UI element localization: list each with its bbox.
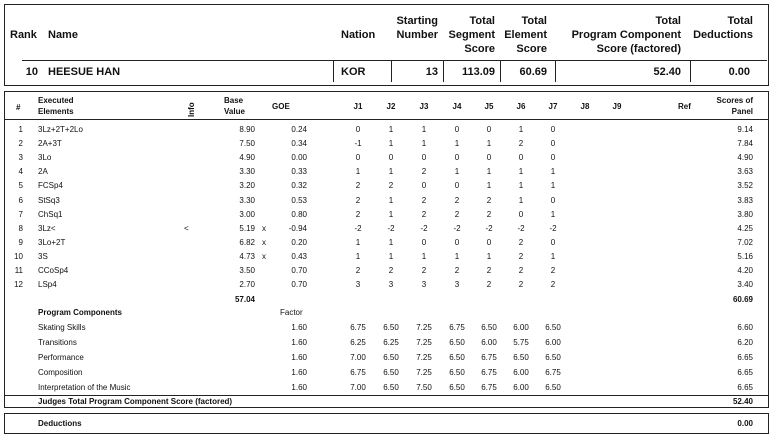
component-judge-score: 6.25 bbox=[383, 338, 399, 347]
element-judge-score: 2 bbox=[518, 252, 524, 261]
element-judge-score: 0 bbox=[550, 196, 556, 205]
element-base-value: 6.82 bbox=[239, 238, 255, 247]
element-bonus-mark: x bbox=[262, 252, 266, 261]
element-judge-score: 0 bbox=[518, 210, 524, 219]
element-base-value: 3.30 bbox=[239, 167, 255, 176]
sep-element bbox=[500, 60, 501, 82]
element-goe: 0.33 bbox=[291, 167, 307, 176]
element-judge-score: 1 bbox=[518, 196, 524, 205]
component-judge-score: 6.75 bbox=[350, 368, 366, 377]
element-judge-score: 1 bbox=[388, 125, 394, 134]
factor-header: Factor bbox=[280, 308, 303, 317]
component-judge-score: 6.50 bbox=[449, 338, 465, 347]
skater-pcs: 52.40 bbox=[653, 66, 681, 78]
element-judge-score: -2 bbox=[387, 224, 395, 233]
component-judge-score: 6.50 bbox=[545, 353, 561, 362]
component-judge-score: 7.25 bbox=[416, 353, 432, 362]
component-judge-score: 6.50 bbox=[545, 383, 561, 392]
element-judge-score: -2 bbox=[420, 224, 428, 233]
element-num: 2 bbox=[18, 139, 23, 148]
ref-header: Ref bbox=[678, 102, 691, 111]
executed-header-l1: Executed bbox=[38, 96, 74, 105]
component-judge-score: 6.75 bbox=[350, 323, 366, 332]
element-judge-score: 0 bbox=[454, 181, 460, 190]
element-goe: 0.43 bbox=[291, 252, 307, 261]
element-judge-score: 1 bbox=[550, 210, 556, 219]
element-judge-score: 1 bbox=[518, 125, 524, 134]
component-factor: 1.60 bbox=[291, 368, 307, 377]
element-judge-score: -2 bbox=[453, 224, 461, 233]
skater-element-score: 60.69 bbox=[519, 66, 547, 78]
judge-header-8: J8 bbox=[580, 102, 590, 111]
component-panel-score: 6.65 bbox=[737, 368, 753, 377]
component-judge-score: 6.50 bbox=[383, 353, 399, 362]
component-judge-score: 6.50 bbox=[449, 383, 465, 392]
segment-score-header-l2: Segment bbox=[448, 29, 495, 41]
element-name: FCSp4 bbox=[38, 181, 63, 190]
rank-header: Rank bbox=[10, 29, 37, 41]
starting-number-header-l2: Number bbox=[396, 29, 438, 41]
component-judge-score: 6.75 bbox=[481, 383, 497, 392]
element-judge-score: 2 bbox=[486, 196, 492, 205]
component-name: Performance bbox=[38, 353, 84, 362]
element-name: 3Lo+2T bbox=[38, 238, 66, 247]
element-judge-score: 2 bbox=[388, 266, 394, 275]
element-judge-score: 1 bbox=[550, 167, 556, 176]
judge-header-6: J6 bbox=[516, 102, 526, 111]
pcs-header-l2: Program Component bbox=[571, 29, 681, 41]
element-judge-score: -1 bbox=[354, 139, 362, 148]
deductions-box bbox=[4, 413, 769, 434]
component-factor: 1.60 bbox=[291, 353, 307, 362]
component-judge-score: 6.25 bbox=[350, 338, 366, 347]
component-judge-score: 6.00 bbox=[513, 383, 529, 392]
component-judge-score: 6.75 bbox=[449, 323, 465, 332]
judge-header-2: J2 bbox=[386, 102, 396, 111]
element-goe: 0.32 bbox=[291, 181, 307, 190]
component-judge-score: 6.50 bbox=[481, 323, 497, 332]
skater-rank: 10 bbox=[25, 66, 38, 78]
element-judge-score: 0 bbox=[486, 153, 492, 162]
element-judge-score: 0 bbox=[388, 153, 394, 162]
element-judge-score: 1 bbox=[550, 181, 556, 190]
element-judge-score: -2 bbox=[549, 224, 557, 233]
judge-header-3: J3 bbox=[419, 102, 429, 111]
element-judge-score: 0 bbox=[454, 125, 460, 134]
element-num: 11 bbox=[14, 266, 23, 275]
element-judge-score: 1 bbox=[518, 167, 524, 176]
element-goe: 0.20 bbox=[291, 238, 307, 247]
component-judge-score: 7.00 bbox=[350, 353, 366, 362]
element-name: 2A+3T bbox=[38, 139, 62, 148]
component-factor: 1.60 bbox=[291, 338, 307, 347]
element-name: ChSq1 bbox=[38, 210, 63, 219]
component-judge-score: 6.50 bbox=[383, 383, 399, 392]
component-judge-score: 6.00 bbox=[481, 338, 497, 347]
element-bonus-mark: x bbox=[262, 224, 266, 233]
component-judge-score: 6.00 bbox=[513, 323, 529, 332]
starting-number-header-l1: Starting bbox=[396, 15, 438, 27]
element-judge-score: 0 bbox=[518, 153, 524, 162]
component-judge-score: 6.75 bbox=[545, 368, 561, 377]
element-score-header-l2: Element bbox=[504, 29, 547, 41]
element-judge-score: 2 bbox=[355, 210, 361, 219]
element-judge-score: 2 bbox=[486, 266, 492, 275]
element-name: 3S bbox=[38, 252, 48, 261]
program-components-title: Program Components bbox=[38, 308, 123, 317]
element-judge-score: 1 bbox=[421, 252, 427, 261]
component-judge-score: 7.00 bbox=[350, 383, 366, 392]
element-judge-score: 0 bbox=[454, 238, 460, 247]
element-judge-score: 1 bbox=[388, 196, 394, 205]
component-judge-score: 7.25 bbox=[416, 338, 432, 347]
component-judge-score: 6.50 bbox=[513, 353, 529, 362]
element-judge-score: 2 bbox=[518, 139, 524, 148]
element-goe: 0.34 bbox=[291, 139, 307, 148]
element-judge-score: 3 bbox=[454, 280, 460, 289]
element-judge-score: 1 bbox=[454, 252, 460, 261]
element-goe: 0.00 bbox=[291, 153, 307, 162]
element-judge-score: 0 bbox=[454, 153, 460, 162]
element-judge-score: 0 bbox=[486, 238, 492, 247]
elements-total-base: 57.04 bbox=[234, 295, 255, 304]
element-judge-score: 2 bbox=[518, 266, 524, 275]
element-num: 8 bbox=[18, 224, 23, 233]
element-judge-score: 0 bbox=[550, 125, 556, 134]
component-judge-score: 6.50 bbox=[383, 323, 399, 332]
element-base-value: 8.90 bbox=[239, 125, 255, 134]
element-goe: 0.80 bbox=[291, 210, 307, 219]
element-judge-score: 1 bbox=[388, 252, 394, 261]
element-bonus-mark: x bbox=[262, 238, 266, 247]
sep-startnum bbox=[391, 60, 392, 82]
element-goe: 0.24 bbox=[291, 125, 307, 134]
component-name: Skating Skills bbox=[38, 323, 86, 332]
deductions-label: Deductions bbox=[38, 419, 82, 428]
element-base-value: 2.70 bbox=[239, 280, 255, 289]
element-panel-score: 3.40 bbox=[737, 280, 753, 289]
nation-header: Nation bbox=[341, 29, 376, 41]
component-judge-score: 7.25 bbox=[416, 368, 432, 377]
element-base-value: 3.20 bbox=[239, 181, 255, 190]
element-name: CCoSp4 bbox=[38, 266, 69, 275]
skater-starting-number: 13 bbox=[425, 66, 438, 78]
scores-of-panel-header-l1: Scores of bbox=[716, 96, 753, 105]
element-judge-score: 1 bbox=[486, 139, 492, 148]
sep-deductions bbox=[690, 60, 691, 82]
deductions-header-l2: Deductions bbox=[693, 29, 753, 41]
element-goe: 0.70 bbox=[291, 280, 307, 289]
component-judge-score: 6.50 bbox=[449, 353, 465, 362]
element-judge-score: 1 bbox=[355, 167, 361, 176]
executed-header-l2: Elements bbox=[38, 107, 74, 116]
element-judge-score: 1 bbox=[454, 167, 460, 176]
element-judge-score: 1 bbox=[355, 238, 361, 247]
element-num: 9 bbox=[18, 238, 23, 247]
element-num: 3 bbox=[18, 153, 23, 162]
elements-num-header: # bbox=[16, 103, 21, 112]
element-judge-score: 2 bbox=[518, 280, 524, 289]
element-judge-score: 1 bbox=[486, 167, 492, 176]
component-judge-score: 5.75 bbox=[513, 338, 529, 347]
element-name: 3Lo bbox=[38, 153, 52, 162]
element-judge-score: 2 bbox=[421, 167, 427, 176]
skater-nation: KOR bbox=[341, 66, 366, 78]
component-panel-score: 6.65 bbox=[737, 383, 753, 392]
element-base-value: 4.90 bbox=[239, 153, 255, 162]
element-judge-score: 2 bbox=[486, 210, 492, 219]
sep-nation bbox=[333, 60, 334, 82]
element-panel-score: 4.20 bbox=[737, 266, 753, 275]
element-judge-score: 2 bbox=[421, 210, 427, 219]
element-judge-score: 1 bbox=[486, 181, 492, 190]
component-judge-score: 6.75 bbox=[481, 353, 497, 362]
element-goe: 0.53 bbox=[291, 196, 307, 205]
pcs-total-rule bbox=[5, 395, 768, 396]
scores-of-panel-header-l2: Panel bbox=[731, 107, 753, 116]
element-judge-score: 1 bbox=[518, 181, 524, 190]
element-judge-score: 0 bbox=[550, 153, 556, 162]
element-judge-score: 2 bbox=[421, 266, 427, 275]
element-panel-score: 3.63 bbox=[737, 167, 753, 176]
element-goe: 0.70 bbox=[291, 266, 307, 275]
component-judge-score: 6.00 bbox=[545, 338, 561, 347]
element-panel-score: 7.84 bbox=[737, 139, 753, 148]
deductions-value: 0.00 bbox=[737, 419, 753, 428]
element-judge-score: 1 bbox=[454, 139, 460, 148]
element-score-header-l1: Total bbox=[521, 15, 547, 27]
element-base-value: 4.73 bbox=[239, 252, 255, 261]
pcs-header-l3: Score (factored) bbox=[596, 43, 681, 55]
element-base-value: 7.50 bbox=[239, 139, 255, 148]
segment-score-header-l3: Score bbox=[464, 43, 495, 55]
element-judge-score: 2 bbox=[355, 266, 361, 275]
element-name: 2A bbox=[38, 167, 48, 176]
component-judge-score: 6.50 bbox=[545, 323, 561, 332]
element-judge-score: 2 bbox=[454, 196, 460, 205]
elements-total-score: 60.69 bbox=[732, 295, 753, 304]
element-score-header-l3: Score bbox=[516, 43, 547, 55]
element-judge-score: 2 bbox=[550, 266, 556, 275]
element-judge-score: 1 bbox=[421, 125, 427, 134]
pcs-total-value: 52.40 bbox=[732, 397, 753, 406]
element-judge-score: 1 bbox=[486, 252, 492, 261]
element-info: < bbox=[184, 224, 189, 233]
element-num: 12 bbox=[14, 280, 23, 289]
element-judge-score: 0 bbox=[486, 125, 492, 134]
element-judge-score: 1 bbox=[388, 167, 394, 176]
goe-header: GOE bbox=[272, 102, 290, 111]
element-judge-score: 3 bbox=[388, 280, 394, 289]
component-name: Interpretation of the Music bbox=[38, 383, 131, 392]
judge-header-5: J5 bbox=[484, 102, 494, 111]
pcs-header-l1: Total bbox=[655, 15, 681, 27]
element-num: 7 bbox=[18, 210, 23, 219]
element-name: StSq3 bbox=[38, 196, 60, 205]
element-judge-score: 0 bbox=[355, 125, 361, 134]
judge-header-9: J9 bbox=[612, 102, 622, 111]
element-judge-score: 0 bbox=[550, 238, 556, 247]
element-base-value: 3.50 bbox=[239, 266, 255, 275]
component-panel-score: 6.20 bbox=[737, 338, 753, 347]
sep-segment bbox=[443, 60, 444, 82]
element-judge-score: 2 bbox=[550, 280, 556, 289]
element-name: 3Lz+2T+2Lo bbox=[38, 125, 83, 134]
element-num: 10 bbox=[14, 252, 23, 261]
base-value-header-l2: Value bbox=[224, 107, 245, 116]
element-judge-score: 2 bbox=[355, 181, 361, 190]
element-panel-score: 3.52 bbox=[737, 181, 753, 190]
element-num: 4 bbox=[18, 167, 23, 176]
element-base-value: 3.00 bbox=[239, 210, 255, 219]
element-judge-score: 1 bbox=[388, 210, 394, 219]
element-panel-score: 4.90 bbox=[737, 153, 753, 162]
element-panel-score: 4.25 bbox=[737, 224, 753, 233]
skater-segment-score: 113.09 bbox=[461, 66, 495, 78]
element-base-value: 3.30 bbox=[239, 196, 255, 205]
element-judge-score: 0 bbox=[550, 139, 556, 148]
element-judge-score: 2 bbox=[421, 196, 427, 205]
component-judge-score: 6.00 bbox=[513, 368, 529, 377]
element-judge-score: 0 bbox=[421, 181, 427, 190]
element-name: 3Lz< bbox=[38, 224, 56, 233]
skater-deductions: 0.00 bbox=[728, 66, 750, 78]
element-judge-score: 2 bbox=[355, 196, 361, 205]
component-factor: 1.60 bbox=[291, 323, 307, 332]
element-num: 6 bbox=[18, 196, 23, 205]
element-base-value: 5.19 bbox=[239, 224, 255, 233]
element-panel-score: 7.02 bbox=[737, 238, 753, 247]
component-panel-score: 6.60 bbox=[737, 323, 753, 332]
judge-header-4: J4 bbox=[452, 102, 462, 111]
element-judge-score: -2 bbox=[485, 224, 493, 233]
component-judge-score: 6.50 bbox=[383, 368, 399, 377]
element-judge-score: 0 bbox=[355, 153, 361, 162]
element-judge-score: -2 bbox=[354, 224, 362, 233]
component-factor: 1.60 bbox=[291, 383, 307, 392]
elements-header-rule bbox=[5, 119, 768, 120]
judge-header-1: J1 bbox=[353, 102, 363, 111]
component-name: Composition bbox=[38, 368, 83, 377]
component-judge-score: 6.75 bbox=[481, 368, 497, 377]
deductions-header-l1: Total bbox=[727, 15, 753, 27]
element-judge-score: 1 bbox=[421, 139, 427, 148]
element-panel-score: 5.16 bbox=[737, 252, 753, 261]
element-judge-score: 1 bbox=[388, 139, 394, 148]
element-judge-score: 1 bbox=[388, 238, 394, 247]
component-judge-score: 7.25 bbox=[416, 323, 432, 332]
judge-header-7: J7 bbox=[548, 102, 558, 111]
element-judge-score: 1 bbox=[550, 252, 556, 261]
element-num: 1 bbox=[18, 125, 23, 134]
element-panel-score: 3.80 bbox=[737, 210, 753, 219]
element-name: LSp4 bbox=[38, 280, 57, 289]
pcs-total-label: Judges Total Program Component Score (factored) bbox=[38, 397, 233, 406]
element-judge-score: 2 bbox=[454, 210, 460, 219]
sep-pcs bbox=[555, 60, 556, 82]
element-panel-score: 9.14 bbox=[737, 125, 753, 134]
element-judge-score: 0 bbox=[421, 238, 427, 247]
element-judge-score: 3 bbox=[355, 280, 361, 289]
name-header: Name bbox=[48, 29, 78, 41]
element-panel-score: 3.83 bbox=[737, 196, 753, 205]
base-value-header-l1: Base bbox=[224, 96, 244, 105]
component-judge-score: 6.50 bbox=[449, 368, 465, 377]
element-judge-score: 0 bbox=[421, 153, 427, 162]
element-goe: -0.94 bbox=[288, 224, 307, 233]
element-judge-score: 3 bbox=[421, 280, 427, 289]
skater-name: HEESUE HAN bbox=[48, 66, 121, 78]
element-judge-score: 2 bbox=[486, 280, 492, 289]
component-judge-score: 7.50 bbox=[416, 383, 432, 392]
skater-row-lines bbox=[22, 60, 767, 83]
element-judge-score: 2 bbox=[388, 181, 394, 190]
element-judge-score: 1 bbox=[355, 252, 361, 261]
info-header: Info bbox=[187, 102, 196, 117]
component-name: Transitions bbox=[38, 338, 77, 347]
segment-score-header-l1: Total bbox=[469, 15, 495, 27]
element-num: 5 bbox=[18, 181, 23, 190]
element-judge-score: 2 bbox=[454, 266, 460, 275]
element-judge-score: -2 bbox=[517, 224, 525, 233]
component-panel-score: 6.65 bbox=[737, 353, 753, 362]
element-judge-score: 2 bbox=[518, 238, 524, 247]
